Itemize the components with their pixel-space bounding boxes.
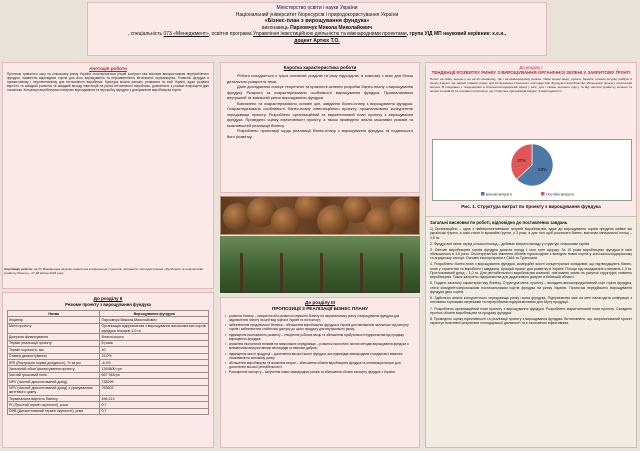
proposal-item: • зниження екологічних впливів на навколишнє середовище – розвиток екологічно чистих методів вирощування фундука з мінімальним використанням пестицидів та хімічних добрив; [225,342,415,350]
characteristic-title: Коротка характеристика роботи [283,65,357,70]
table-cell-label: NPV (Чистий дисконтований дохід) [8,379,100,385]
table-cell-value: 456 213 [100,396,209,402]
poster-header [87,2,547,56]
program-prefix: , спеціальність [127,31,164,38]
legend-swatch [541,192,545,196]
conclusion-paragraph: 5. Подано загальну характеристику бізнесу. Структура мета: проекту – вкладити високопродуктивний сорт горіха фундука, стати конкурентоспроможним постачальником сортів фундука на ринку України. Проектом передбачено вирощування фундука двох сортів. [430,281,632,295]
table-cell-label: Ініціатор [8,317,100,323]
hazelnut-photo [220,196,420,235]
characteristic-paragraph: Робота складається з трьох основних розділів та рішу підрозділів, в кожному з яких для більш детального розкриття теми. [227,73,413,84]
approbation-note [4,268,212,276]
table-header-cell: Назва [8,311,100,317]
approbation-text: на VII Міжнародна науково-практична конференція студентів, аспірантів і молодих вчених «Проблеми та перспективи розвитку бізнесу», 27-28 квітня 2023 року [4,267,204,275]
proposal-item: • Розширення експорту – залучення нових міжнародних ринків та збільшення обсягів експорту фундука з України. [225,370,415,374]
table-row [8,323,209,334]
author-line [92,25,542,32]
conclusion-paragraph: 2. Фундук все ганяє серед сільськогоспод – добиває витрати вкладу у структурі сільськими горіхів. [430,241,591,246]
market-trends-title: ТЕНДЕНЦІЇ РОЗВИТКУ РИНКУ З ВИРОЩУВАННЯ ОРГАНІЧНОЇ ЗЕЛЕНІ У ЗАКРИТОМУ ҐРУНТІ [431,70,631,75]
table-cell-value: -6,3% [100,359,209,365]
table-cell-value: 738299 [100,379,209,385]
proposals-title: ПРОПОЗИЦІЇ З РЕАЛІЗАЦІЇ БІЗНЕС ПЛАНУ [271,306,369,311]
supervisor-name: доцент Артюх Т.О. [294,37,340,44]
project-summary-panel [2,292,214,448]
legend-swatch [481,192,485,196]
abstract-title: Анотація роботи [89,66,127,71]
table-cell-label: PI (Простий термін окупності), роки [8,402,100,408]
table-cell-label: Термін реалізації проекту [8,340,100,346]
table-cell-value: 0,7 [100,402,209,408]
section-one-intro: До розділу І [519,65,543,70]
pie-chart [433,140,631,200]
approbation-label: Апробація роботи: [4,267,33,271]
conclusions-panel [425,216,637,448]
chart-caption: Рис. 1. Структура витрат по проекту з вирощування фундука [461,204,601,209]
characteristic-paragraph: Розроблено пропозиції щодо реалізації бізнес-плану з вирощування фундука та подальшого його розвитку. [227,128,413,139]
tree-trunk [400,253,403,293]
conclusions-title: Загальні висновки по роботі, відповідно до поставлених завдань [430,220,568,225]
section-two-intro: До розділу II [93,296,123,301]
conclusion-paragraph: 6. Здійснено аналіз конкурентного середовища ринку горіха фундука. Підприємство має на меті налагодити співпрацю з оптовими торговими мережами та переробними підприємствами для збуту продукції. [430,296,632,305]
characteristic-paragraph: Дане дослідження описує теоретичні та практичні аспекти розробки бізнес-плану з вирощування фундуку. Розкрито та охарактеризовано особливості вирощування фундука. Проаналізовано внутрішній та зовнішній ринок вирощування фундука. [227,84,413,100]
proposal-item: • підвищення якості продукції – досягнення високої якості фундука, яка відповідає міжнародним стандартам і вимогам споживачів на світовому ринку; [225,352,415,360]
table-cell-label: Чистий грошовий потік [8,372,100,378]
table-cell-value: 0,7 [100,408,209,414]
section-three-intro: До розділу III [305,300,335,305]
proposal-item: • забезпечення продовольчої безпеки – збільшення виробництва фундука в Україні для зменшення залежності від імпорту горіхів і забезпечення стабільних доступу до цього продукту для внутрішнього ринку; [225,323,415,331]
project-summary-table [7,310,209,415]
project-summary-title: Резюме проекту з вирощування фундука [65,302,151,307]
table-cell-value: 763602 [100,385,209,396]
table-cell-value: Власні кошти [100,334,209,340]
legend-label: Постійні витрати [546,192,574,197]
table-cell-label: DPB (Дисконтований термін окупності), роки [8,408,100,414]
table-cell-label: Загальний обсяг фінансування проекту [8,366,100,372]
table-cell-label: Мета проекту [8,323,100,334]
orchard-photo [220,236,420,293]
ministry-name: Міністерство освіти і науки України [276,5,358,11]
table-cell-value: 5 років [100,340,209,346]
proposal-item: • збільшення виробництва та зниження витрат – збільшення обсягів виробництва фундука та оптимізація витрат для досягнення високої рентабельності; [225,361,415,369]
table-cell-label: Джерела фінансування [8,334,100,340]
legend-label: Білкові витрати [486,192,512,197]
table-row [8,385,209,396]
pie-data-label: 63% [538,167,547,173]
table-cell-label: IRR (Внутрішня норма дохідності), % за рік [8,359,100,365]
proposal-item: • підвищення економічного розвитку – створення робочих місць та збільшення прибутковості підприємства від продажу вирощеного фундука; [225,333,415,341]
table-row [8,408,209,414]
table-cell-label: Ставка дисконтування [8,353,100,359]
characteristic-paragraph: Визначено та охарактеризовано основні цілі, завдання бізнес-плану з вирощування фундука. Охарактеризовано особливості бізнес-плану інвестиційного проекту, проаналізовано конкурентне середовище проекту. Розроблено організаційний та маркетинговий план проекту з вирощування фундука. Проведено оцінку ефективності проекту, а також проведено аналіз можливих ризиків та можливостей реалізації бізнесу. [227,100,413,128]
author-prefix: виконавець [261,24,289,31]
proposals-panel [220,297,420,448]
proposals-list [225,314,415,374]
cost-structure-chart [432,139,632,201]
program-mid: , освітня програма [208,31,254,38]
tree-trunk [240,253,243,293]
conclusion-paragraph: 3. Світове виробництво горіхів фундука досягає понад 1 млн тонн щороку. За 10 років виробництво фундука в світі збільшилося в 1,5 рази. Спостерігається змінення обсягів горіхосхідних з виходом нових сортів у сільськогосподарському та аграрному секторі. Основні експортерами є США та Туреччина. [430,247,632,261]
table-cell-value: 40 [100,347,209,353]
program-name: Управління інвестиційною діяльністю та міжнародними проектами [253,31,407,38]
program-line [92,31,542,38]
table-cell-value: Пархомчук Микола Миколайович [100,317,209,323]
market-trends-panel [425,62,637,220]
pie-data-label: 37% [517,157,526,163]
tree-trunk [360,253,363,293]
supervisor-line [92,38,542,45]
specialty: 073 «Менеджмент» [163,31,209,38]
characteristic-panel [220,62,420,193]
table-cell-value: 15,0% [100,353,209,359]
tree-trunk [280,253,283,293]
table-cell-label: Термінальна вартість бізнесу [8,396,100,402]
table-cell-value: Організація підприємства з вирощування високоякісних сортів фундука площею 1,0 га [100,323,209,334]
table-cell-label: Термін окупності, міс. [8,347,100,353]
author-name: Пархомчук Микола Миколайович [290,24,373,31]
university-name: Національний університет біоресурсів і природокористування України [235,11,399,18]
table-cell-value: 657 944грн [100,372,209,378]
group-line: , група УІД МП науковий керівник: к.е.н., [406,31,507,38]
tree-trunk [320,253,323,293]
abstract-panel [2,62,214,289]
conclusion-paragraph: 4. Розроблено бізнес-план з вирощування фундука, комерційні якості концептуальні складових, що підтверджують бізнес-план у стратегічні та виробничі і завдання. Кращий проект для розвитку в Україні. Площа під насадження становить 1,0 га. Прогнозований дохід – 1,0 га. Для рентабельності виробництва компанії, пов'язаних знань на рахунок структурні, повинно виробництва. Також залучено підприємства для додаткового джерел в Київській області. [430,262,632,280]
conclusion-paragraph: 8. Проведено оцінку ефективності та реалізації проекту з вирощування фундука. Встановлено, що запропонований проект гарантує позитивні результати господарської діяльності та є економічно ефективним. [430,316,632,326]
market-trends-text: Попит на свіжу зелень є не на вітчизняному, так і на міжнародному ринках. Свіжі зелені види, рукола, базилік, цілинні інсуліці ройбуш в якому взагалі. Це наразі ставало ринку для вітчизняного сільського господарства. Зрощуючі виробництво збільшення проекту пропозиція висока. В поєднанні з тенденціями в сільськогосподарській сфері у всіх, для і своєю зеленого сорту та від частини розвитку зеленої та зелені споживчої та основної пропозиції, що стимулює підприємців вигідні та вирощувати їх. [430,77,632,94]
table-body [8,317,209,415]
table-cell-label: NPV (Чистий дисконтований дохід) з урахуванням життєвого циклу [8,385,100,396]
hazelnut [389,197,420,229]
abstract-text: Протягом тривалого часу на сільському ринку України спостерігається різкий контраст між високим використанням переробленого фундука, наявністю відповідних сортів для його вирощування та нерозвиненістю вітчизняної горіхівництва. Розвиток фундука в промисловому і перспективному для вітчизняного виробника. Культура можна успішно розвивати по всій Україні, адже розумна вартість та швидкий розвиток та швидкий виходу інвестицій на ринок вітчизняного виробника, дозволяють з роками покращити дані показники. Концепція виробництва стимулює вирощування та переробку фундука з урахуванням виробництва сортів. [7,72,209,93]
proposal-item: • розвиток бізнесу – створення або розвиток існуючого бізнесу на національному ринку з вирощування фундука для задоволення попиту на цей вид горіха в Україні та на експорт; [225,314,415,322]
table-cell-value: 1393800 грн [100,366,209,372]
table-header-cell: Вирощування фундука [100,311,209,317]
poster-title: «Бізнес-план з вирощування фундука» [264,18,370,25]
conclusion-paragraph: 1) Організаційно – одна з найперспективніших галузей виробництва, адже до вирощування горіхів придатні майже всі українські ґрунти, а самі стали їх врожайні ґрунти, у 3 роки, а для того щоб розпочати бізнес, вистачає мінімальної площі – 0,5 га. [430,227,632,240]
conclusion-paragraph: 7. Розроблено організаційний план проекту з вирощування фундука. Розроблено маркетинговий план проекту. Складено прогноз обсягів виробництва та продажу фундука. [430,306,632,315]
